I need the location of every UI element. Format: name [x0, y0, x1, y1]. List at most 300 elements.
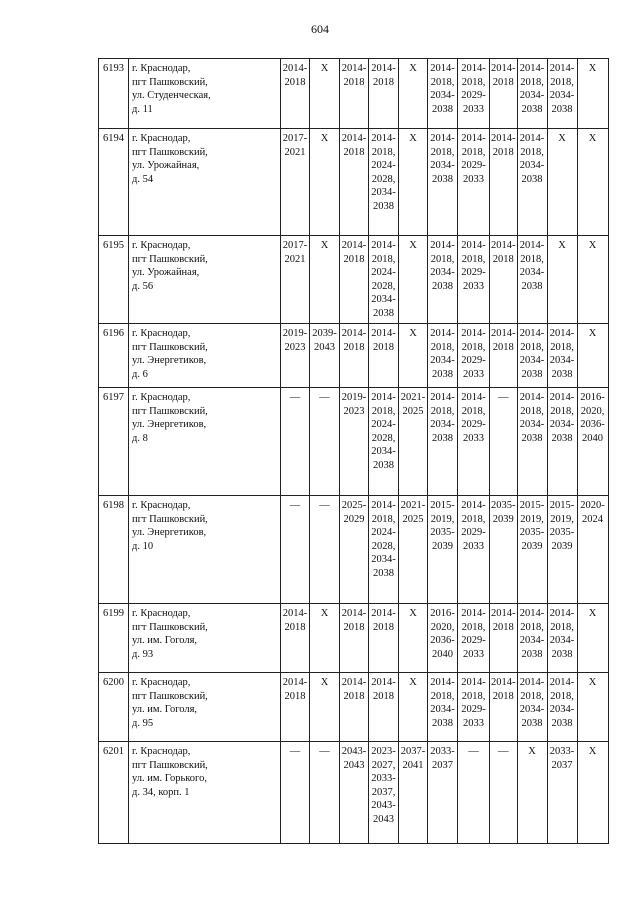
period-line: 2014- [282, 608, 308, 619]
period-line: 2018, [461, 690, 486, 702]
table-row [99, 673, 609, 742]
period-line: X [558, 133, 566, 144]
period-line: 2037 [551, 759, 573, 771]
period-line: 2014- [371, 392, 396, 403]
period-line: 2018, [520, 253, 544, 265]
period-line: 2018 [343, 341, 365, 353]
period-line: 2039- [312, 328, 337, 339]
period-line: 2033 [463, 540, 484, 552]
address-line: ул. им. Горького, [132, 773, 207, 784]
period-line: 2016- [580, 392, 605, 403]
address-line: ул. Энергетиков, [132, 355, 207, 366]
period-line: 2014- [491, 63, 516, 74]
period-cell [547, 324, 577, 388]
period-cell [399, 388, 428, 496]
period-line: 2039 [492, 513, 514, 525]
address-line: д. 93 [132, 648, 154, 660]
period-line: 2037, [371, 786, 396, 798]
address-line: д. 10 [132, 540, 154, 552]
address-line: ул. Энергетиков, [132, 527, 207, 538]
period-cell [310, 673, 340, 742]
period-line: 2038 [521, 717, 543, 729]
period-line: 2034- [430, 160, 455, 171]
period-cell [310, 388, 340, 496]
period-line: 2036- [430, 635, 455, 646]
period-line: 2034- [430, 90, 455, 101]
period-line: 2020- [580, 500, 605, 511]
period-cell [340, 604, 369, 673]
period-line: — [498, 392, 509, 403]
period-line: 2040 [582, 432, 603, 444]
row-number: 6196 [99, 324, 129, 388]
address-line: пгт Пашковский, [132, 341, 208, 353]
address-line: ул. Студенческая, [132, 90, 211, 101]
period-line: — [289, 500, 301, 511]
period-line: 2038 [432, 103, 453, 115]
period-cell [517, 129, 547, 236]
period-line: 2034- [519, 704, 545, 715]
period-line: 2038 [551, 432, 573, 444]
address-line: ул. им. Гоголя, [132, 704, 198, 715]
period-cell [458, 236, 490, 324]
period-cell [547, 236, 577, 324]
period-line: 2014- [371, 677, 396, 688]
address-cell [129, 388, 281, 496]
address-line: пгт Пашковский, [132, 76, 208, 88]
period-line: 2040 [432, 648, 453, 660]
period-cell [310, 324, 340, 388]
period-cell [310, 604, 340, 673]
period-line: — [289, 392, 301, 403]
period-line: 2035- [430, 527, 455, 538]
period-cell [310, 59, 340, 129]
period-line: 2035- [549, 527, 575, 538]
period-line: 2017- [282, 240, 308, 251]
period-line: 2039 [432, 540, 453, 552]
period-cell [577, 59, 608, 129]
period-line: 2018, [520, 690, 544, 702]
period-cell [490, 324, 518, 388]
period-cell [281, 496, 310, 604]
address-line: д. 54 [132, 173, 154, 185]
period-line: 2014- [461, 328, 486, 339]
period-line: 2034- [519, 355, 545, 366]
period-line: 2014- [461, 63, 486, 74]
period-line: 2014- [519, 240, 545, 251]
period-cell [490, 388, 518, 496]
period-line: 2033- [371, 773, 396, 784]
period-line: 2043 [343, 759, 365, 771]
period-line: 2018, [520, 621, 544, 633]
address-line: пгт Пашковский, [132, 253, 208, 265]
period-cell [577, 604, 608, 673]
table-row [99, 236, 609, 324]
address-cell [129, 742, 281, 844]
period-cell [340, 59, 369, 129]
period-line: 2033- [430, 746, 455, 757]
period-cell [369, 388, 399, 496]
period-line: 2023 [343, 405, 365, 417]
period-cell [458, 388, 490, 496]
period-line: 2034- [549, 419, 575, 430]
period-line: 2018 [343, 690, 365, 702]
row-number: 6201 [99, 742, 129, 844]
address-cell [129, 496, 281, 604]
period-cell [517, 604, 547, 673]
period-line: 2018 [373, 621, 394, 633]
period-cell [399, 236, 428, 324]
period-line: X [409, 677, 417, 688]
address-line: пгт Пашковский, [132, 146, 208, 158]
period-cell [490, 59, 518, 129]
period-cell [281, 129, 310, 236]
period-line: 2018 [343, 253, 365, 265]
period-line: 2018, [461, 76, 486, 88]
period-line: 2029 [343, 513, 365, 525]
period-cell [458, 496, 490, 604]
period-line: 2038 [432, 280, 453, 292]
period-cell [490, 604, 518, 673]
period-line: X [409, 240, 417, 251]
period-cell [281, 59, 310, 129]
period-line: 2029- [461, 355, 486, 366]
period-cell [428, 324, 458, 388]
period-line: 2018 [343, 621, 365, 633]
period-line: 2038 [521, 280, 543, 292]
address-line: г. Краснодар, [132, 392, 191, 403]
period-line: 2034- [519, 267, 545, 278]
address-cell [129, 129, 281, 236]
period-cell [547, 742, 577, 844]
period-line: 2014- [430, 328, 455, 339]
period-line: 2014- [491, 133, 516, 144]
period-line: 2014- [491, 328, 516, 339]
address-cell [129, 604, 281, 673]
period-line: 2018, [461, 621, 486, 633]
row-number: 6193 [99, 59, 129, 129]
period-line: 2023 [284, 341, 306, 353]
row-number: 6198 [99, 496, 129, 604]
period-line: — [319, 746, 330, 757]
period-cell [340, 673, 369, 742]
period-line: 2038 [521, 432, 543, 444]
period-cell [340, 324, 369, 388]
period-line: 2014- [549, 392, 575, 403]
period-line: 2014- [430, 133, 455, 144]
period-line: 2014- [341, 677, 367, 688]
period-cell [310, 742, 340, 844]
period-line: 2018, [550, 405, 574, 417]
period-line: 2038 [432, 432, 453, 444]
period-line: X [409, 328, 417, 339]
period-line: 2034- [430, 704, 455, 715]
period-line: 2038 [551, 103, 573, 115]
period-cell [458, 129, 490, 236]
address-line: г. Краснодар, [132, 133, 191, 144]
period-cell [517, 236, 547, 324]
address-line: г. Краснодар, [132, 608, 191, 619]
address-line: г. Краснодар, [132, 240, 191, 251]
address-line: д. 11 [132, 103, 153, 115]
period-line: 2018, [550, 341, 574, 353]
period-line: 2034- [519, 160, 545, 171]
period-line: 2018, [520, 146, 544, 158]
period-line: 2018 [492, 621, 514, 633]
period-line: 2018, [520, 341, 544, 353]
period-line: 2023- [371, 746, 396, 757]
period-cell [428, 673, 458, 742]
period-line: 2014- [371, 608, 396, 619]
period-line: 2038 [521, 648, 543, 660]
period-line: 2014- [430, 392, 455, 403]
period-line: 2014- [461, 500, 486, 511]
period-line: 2014- [519, 328, 545, 339]
period-line: 2020, [580, 405, 605, 417]
period-cell [458, 742, 490, 844]
period-line: 2039 [521, 540, 543, 552]
period-line: 2024- [371, 267, 396, 278]
period-cell [428, 604, 458, 673]
period-line: 2014- [371, 133, 396, 144]
address-line: д. 95 [132, 717, 154, 729]
table-row [99, 388, 609, 496]
period-line: X [588, 63, 597, 74]
period-cell [517, 324, 547, 388]
period-cell [517, 496, 547, 604]
address-line: д. 8 [132, 432, 148, 444]
period-line: 2037- [400, 746, 426, 757]
period-line: 2018, [461, 146, 486, 158]
period-cell [340, 742, 369, 844]
period-line: X [409, 608, 417, 619]
period-line: 2018, [461, 341, 486, 353]
address-line: д. 34, корп. 1 [132, 786, 190, 798]
period-line: 2014- [430, 677, 455, 688]
period-line: 2014- [282, 677, 308, 688]
period-cell [547, 129, 577, 236]
period-line: 2014- [519, 677, 545, 688]
period-line: 2034- [549, 704, 575, 715]
period-line: 2014- [461, 608, 486, 619]
period-line: 2019, [550, 513, 574, 525]
period-cell [281, 324, 310, 388]
period-line: 2041 [402, 759, 424, 771]
period-line: 2038 [373, 307, 394, 319]
period-line: 2029- [461, 635, 486, 646]
period-cell [310, 236, 340, 324]
period-line: 2034- [371, 294, 396, 305]
period-cell [490, 496, 518, 604]
period-line: 2018, [550, 621, 574, 633]
period-line: 2038 [432, 173, 453, 185]
address-line: г. Краснодар, [132, 500, 191, 511]
period-line: 2014- [491, 677, 516, 688]
address-cell [129, 324, 281, 388]
period-line: 2018, [430, 253, 455, 265]
period-cell [281, 236, 310, 324]
period-cell [399, 604, 428, 673]
period-line: 2043- [371, 800, 396, 811]
address-cell [129, 59, 281, 129]
row-number: 6199 [99, 604, 129, 673]
period-cell [428, 59, 458, 129]
address-cell [129, 673, 281, 742]
period-line: — [468, 746, 479, 757]
row-number: 6194 [99, 129, 129, 236]
period-line: 2014- [371, 500, 396, 511]
table-row [99, 604, 609, 673]
period-cell [458, 59, 490, 129]
table-row [99, 742, 609, 844]
period-line: 2014- [341, 133, 367, 144]
table-row [99, 324, 609, 388]
period-cell [399, 496, 428, 604]
period-cell [577, 742, 608, 844]
period-line: 2014- [430, 240, 455, 251]
period-line: 2014- [461, 133, 486, 144]
period-line: 2036- [580, 419, 605, 430]
address-line: пгт Пашковский, [132, 690, 208, 702]
period-line: 2014- [371, 328, 396, 339]
period-line: 2016- [430, 608, 455, 619]
period-cell [369, 673, 399, 742]
period-cell [517, 742, 547, 844]
period-line: 2018, [371, 405, 396, 417]
period-line: 2025 [402, 513, 424, 525]
address-line: пгт Пашковский, [132, 513, 208, 525]
address-line: ул. Урожайная, [132, 160, 200, 171]
period-line: X [528, 746, 536, 757]
period-line: X [588, 240, 597, 251]
period-line: 2035- [519, 527, 545, 538]
period-line: 2028, [371, 173, 396, 185]
period-line: 2034- [430, 419, 455, 430]
period-line: 2015- [519, 500, 545, 511]
period-cell [517, 59, 547, 129]
address-line: г. Краснодар, [132, 328, 191, 339]
period-line: 2015- [549, 500, 575, 511]
address-line: г. Краснодар, [132, 63, 191, 74]
period-line: 2021 [284, 146, 306, 158]
period-line: — [319, 500, 330, 511]
period-cell [547, 604, 577, 673]
period-cell [577, 673, 608, 742]
address-line: пгт Пашковский, [132, 621, 208, 633]
period-line: 2021 [284, 253, 306, 265]
period-cell [577, 236, 608, 324]
period-line: 2018 [343, 146, 365, 158]
address-cell [129, 236, 281, 324]
period-line: 2014- [371, 240, 396, 251]
period-line: 2014- [371, 63, 396, 74]
period-cell [399, 324, 428, 388]
period-line: 2029- [461, 527, 486, 538]
address-line: г. Краснодар, [132, 677, 191, 688]
period-line: 2019- [341, 392, 367, 403]
period-line: 2034- [549, 635, 575, 646]
period-line: 2018, [461, 253, 486, 265]
period-line: 2043 [373, 813, 394, 825]
period-cell [340, 388, 369, 496]
row-number: 6197 [99, 388, 129, 496]
period-cell [428, 129, 458, 236]
period-line: 2019, [430, 513, 455, 525]
period-line: 2018, [461, 405, 486, 417]
period-line: 2014- [549, 63, 575, 74]
period-cell [428, 742, 458, 844]
period-line: 2038 [432, 368, 453, 380]
period-line: 2018 [492, 253, 514, 265]
period-line: — [289, 746, 301, 757]
period-line: 2038 [521, 368, 543, 380]
period-cell [281, 742, 310, 844]
period-line: 2028, [371, 280, 396, 292]
address-line: ул. Энергетиков, [132, 419, 207, 430]
period-line: 2034- [549, 90, 575, 101]
period-cell [577, 388, 608, 496]
period-line: 2034- [430, 355, 455, 366]
period-cell [399, 59, 428, 129]
period-cell [547, 59, 577, 129]
period-cell [399, 742, 428, 844]
register-table [98, 58, 609, 844]
period-line: 2034- [519, 419, 545, 430]
period-cell [310, 129, 340, 236]
period-line: 2018 [373, 341, 394, 353]
period-line: X [588, 608, 597, 619]
period-line: 2034- [519, 635, 545, 646]
period-line: 2029- [461, 419, 486, 430]
period-line: 2014- [461, 392, 486, 403]
period-line: 2029- [461, 267, 486, 278]
period-line: 2014- [491, 240, 516, 251]
period-line: X [588, 133, 597, 144]
period-line: 2018, [371, 146, 396, 158]
row-number: 6200 [99, 673, 129, 742]
period-line: 2028, [371, 432, 396, 444]
period-line: 2033 [463, 432, 484, 444]
period-line: 2034- [371, 187, 396, 198]
period-cell [517, 388, 547, 496]
period-line: 2021- [400, 500, 426, 511]
period-line: 2034- [371, 554, 396, 565]
period-cell [490, 742, 518, 844]
period-line: 2028, [371, 540, 396, 552]
period-line: X [409, 133, 417, 144]
period-line: 2018, [371, 513, 396, 525]
period-line: 2024- [371, 527, 396, 538]
period-line: 2033 [463, 717, 484, 729]
period-line: 2018, [430, 76, 455, 88]
period-cell [517, 673, 547, 742]
period-line: 2014- [341, 608, 367, 619]
period-line: — [319, 392, 330, 403]
period-line: 2034- [519, 90, 545, 101]
period-line: 2018, [430, 146, 455, 158]
period-line: 2038 [521, 173, 543, 185]
period-cell [281, 673, 310, 742]
address-line: д. 56 [132, 280, 154, 292]
period-line: 2029- [461, 160, 486, 171]
period-line: 2014- [341, 63, 367, 74]
period-line: 2018, [430, 405, 455, 417]
period-cell [369, 59, 399, 129]
period-line: X [588, 328, 597, 339]
period-cell [369, 604, 399, 673]
address-line: пгт Пашковский, [132, 759, 208, 771]
period-line: 2018, [520, 405, 544, 417]
period-line: 2014- [519, 133, 545, 144]
